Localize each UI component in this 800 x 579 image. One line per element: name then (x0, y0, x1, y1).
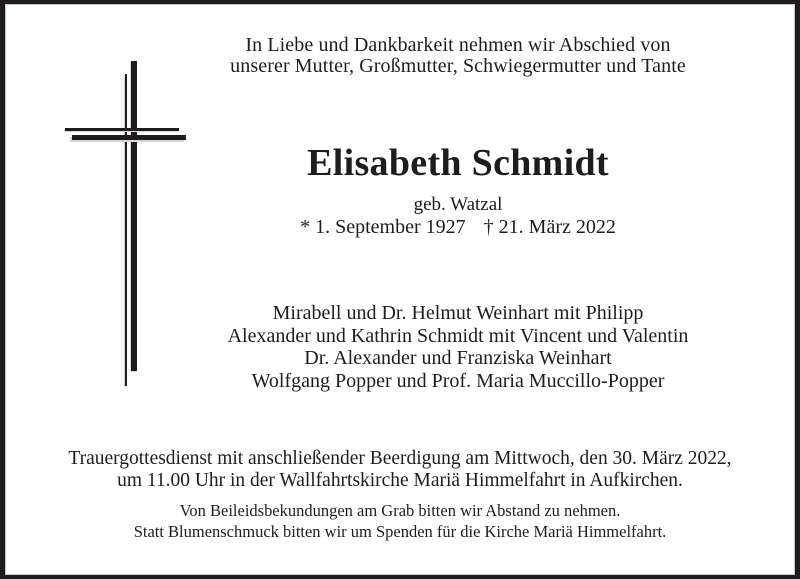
death-date: † 21. März 2022 (483, 216, 616, 238)
maiden-name: geb. Watzal (413, 194, 503, 215)
cross-thin-horizontal-bar (65, 128, 179, 131)
family-line-3: Dr. Alexander und Franziska Weinhart (304, 347, 612, 370)
service-line-1: Trauergottesdienst mit anschließender Beerdigung am Mittwoch, den 30. März 2022, (68, 447, 732, 469)
mourning-family-list (116, 302, 800, 392)
intro-line-2: unserer Mutter, Großmutter, Schwiegermutter und Tante (230, 55, 686, 77)
funeral-service-info (5, 448, 795, 492)
note-line-2: Statt Blumenschmuck bitten wir um Spenden für die Kirche Mariä Himmelfahrt. (133, 522, 667, 542)
condolence-notes (5, 500, 795, 543)
service-line-2: um 11.00 Uhr in der Wallfahrtskirche Mariä Himmelfahrt in Aufkirchen. (117, 468, 683, 491)
family-line-2: Alexander und Kathrin Schmidt mit Vincent und Valentin (227, 324, 689, 347)
birth-date: * 1. September 1927 (300, 216, 466, 238)
intro-text (116, 35, 800, 77)
family-line-4: Wolfgang Popper und Prof. Maria Muccillo-Popper (251, 369, 665, 392)
cross-thick-horizontal-bar (72, 135, 187, 141)
family-line-1: Mirabell und Dr. Helmut Weinhart mit Philipp (272, 302, 644, 324)
deceased-name: Elisabeth Schmidt (307, 142, 609, 184)
note-line-1: Von Beileidsbekundungen am Grab bitten wir Abstand zu nehmen. (179, 501, 621, 520)
intro-line-1: In Liebe und Dankbarkeit nehmen wir Abschied von (245, 34, 671, 56)
life-dates (116, 217, 800, 237)
